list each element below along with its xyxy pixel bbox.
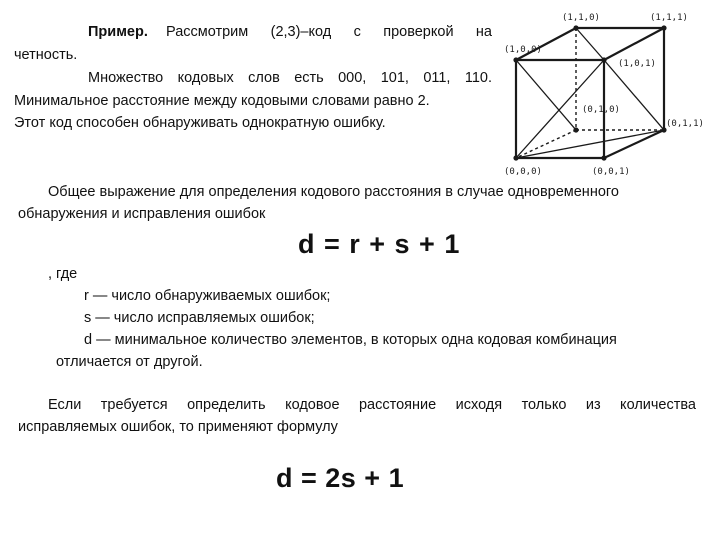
definition-s: s — число исправляемых ошибок; [84,310,315,326]
example-line-5: Этот код способен обнаруживать однократную ошибку. [14,115,386,131]
correction-line-1 [48,395,696,416]
vertex-label: (0,0,0) [504,167,542,177]
definition-d-line-2: отличается от другой. [56,354,203,370]
definition-r: r — число обнаруживаемых ошибок; [84,288,331,304]
codewords-text: Множество кодовых слов есть 000, 101, 011, 110. [88,70,492,86]
definition-d-line-1: d — минимальное количество элементов, в которых одна кодовая комбинация [84,332,617,348]
general-line-2: обнаружения и исправления ошибок [18,206,266,222]
general-line-1: Общее выражение для определения кодового расстояния в случае одновременного [48,184,619,200]
formula-distance-rs: d = r + s + 1 [298,229,461,259]
formula-distance-s: d = 2s + 1 [276,463,405,493]
example-line-1 [88,22,148,43]
vertex-label: (1,1,1) [650,13,688,23]
vertex-label: (1,1,0) [562,13,600,23]
example-line-3 [88,68,492,89]
example-line-1-rest [166,22,492,43]
example-label: Пример. [88,24,148,40]
vertex-label: (0,1,0) [582,105,620,115]
correction-text-1: Если требуется определить кодовое расстояние исходя только из количества [48,397,696,413]
vertex-label: (0,0,1) [592,167,630,177]
vertex-label: (1,0,0) [504,45,542,55]
vertex-label: (1,0,1) [618,59,656,69]
example-text-1: Рассмотрим (2,3)–код с проверкой на [166,24,492,40]
example-line-2: четность. [14,47,78,63]
correction-line-2: исправляемых ошибок, то применяют формулу [18,419,338,435]
vertex-label: (0,1,1) [666,119,704,129]
where-text: , где [48,266,78,282]
example-line-4: Минимальное расстояние между кодовыми словами равно 2. [14,93,430,109]
binary-cube-diagram [500,8,715,178]
